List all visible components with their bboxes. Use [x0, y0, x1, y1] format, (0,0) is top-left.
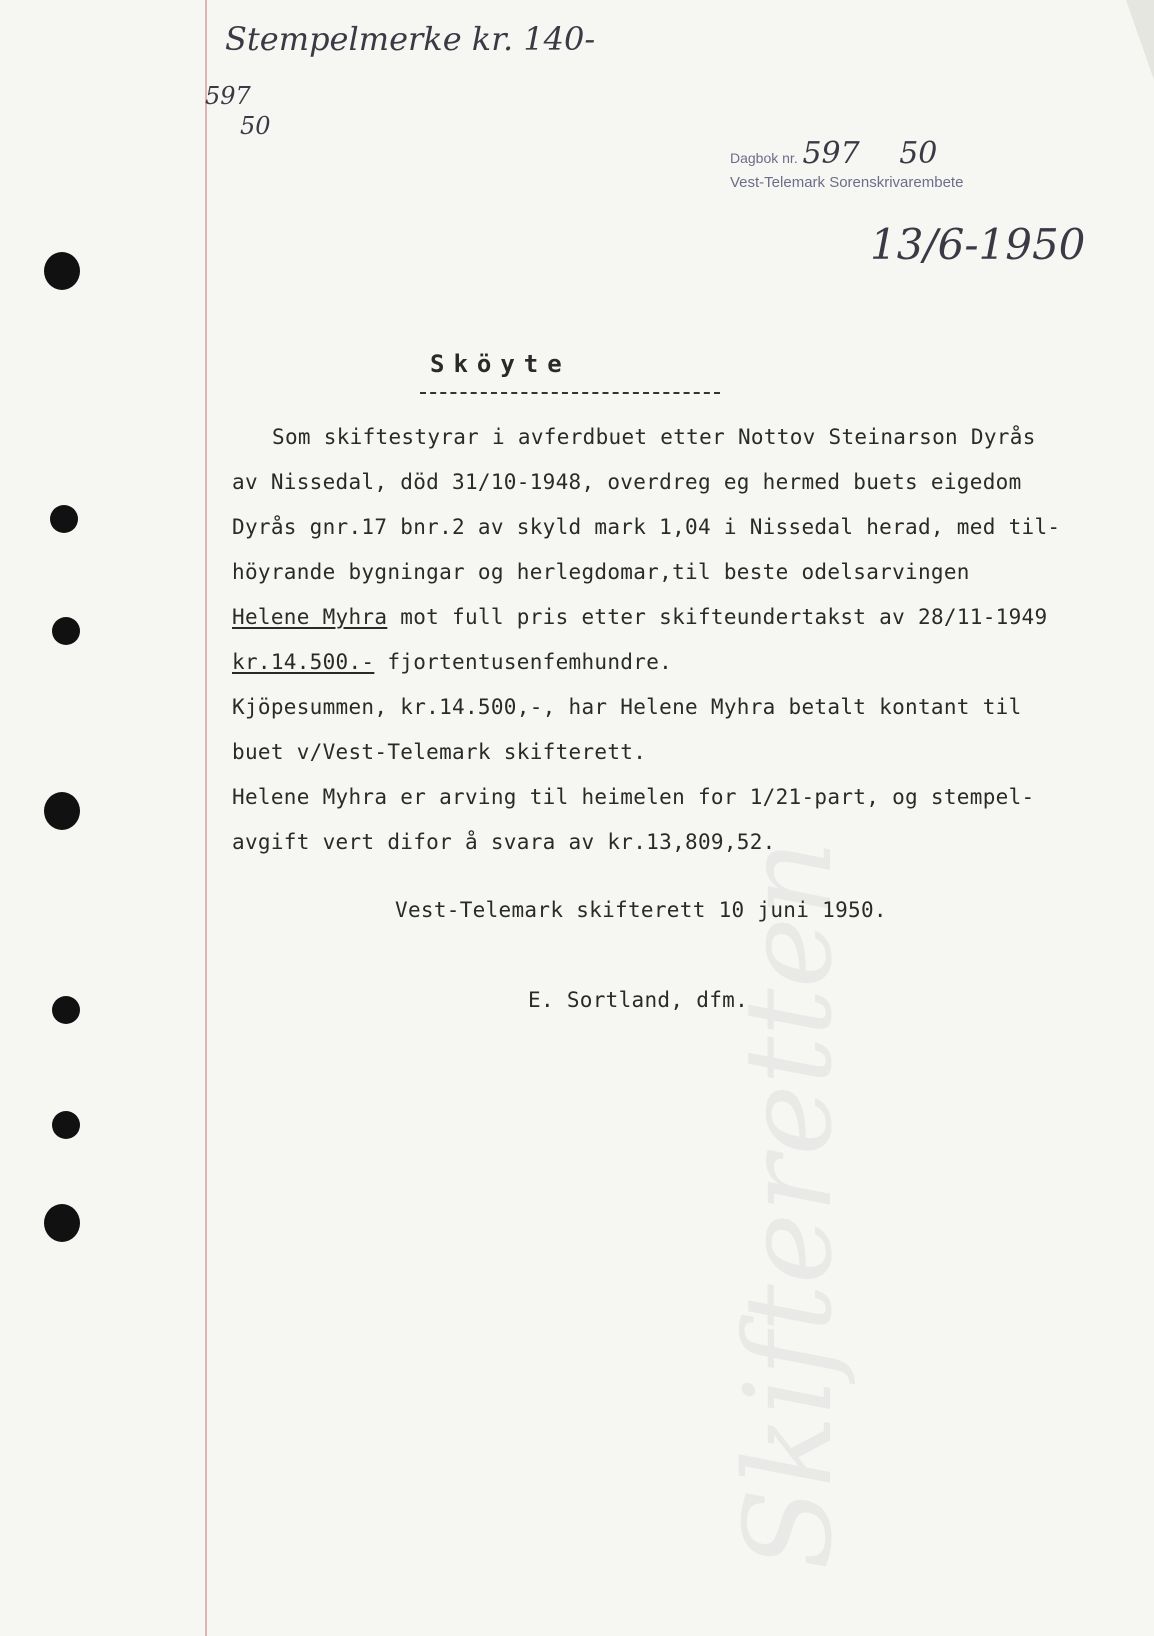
- registry-stamp: [730, 136, 964, 195]
- body-line-4: höyrande bygningar og herlegdomar,til beste odelsarvingen: [232, 560, 970, 584]
- body-line-5: [232, 605, 1047, 629]
- body-line-2: av Nissedal, död 31/10-1948, overdreg eg hermed buets eigedom: [232, 470, 1022, 494]
- punch-hole: [44, 1204, 80, 1242]
- page-fold: [1126, 0, 1154, 80]
- body-line-10: avgift vert difor å svara av kr.13,809,52.: [232, 830, 776, 854]
- punch-hole: [52, 996, 80, 1024]
- body-line-3: Dyrås gnr.17 bnr.2 av skyld mark 1,04 i Nissedal herad, med til-: [232, 515, 1061, 539]
- body-line-6-text: fjortentusenfemhundre.: [387, 650, 673, 674]
- stamp-number: 597: [802, 136, 860, 171]
- place-date: Vest-Telemark skifterett 10 juni 1950.: [395, 898, 887, 922]
- registration-date: 13/6-1950: [870, 220, 1086, 269]
- document-title: Sköyte: [430, 350, 571, 378]
- body-line-9: Helene Myhra er arving til heimelen for 1/21-part, og stempel-: [232, 785, 1035, 809]
- punch-hole: [44, 252, 80, 290]
- punch-hole: [52, 617, 80, 645]
- body-line-8: buet v/Vest-Telemark skifterett.: [232, 740, 647, 764]
- body-line-7: Kjöpesummen, kr.14.500,-, har Helene Myhra betalt kontant til: [232, 695, 1022, 719]
- case-number-top: 597: [205, 82, 251, 110]
- case-number-bottom: 50: [240, 112, 271, 140]
- stamp-year: 50: [899, 136, 938, 171]
- punch-hole: [44, 792, 80, 830]
- punch-hole: [50, 505, 78, 533]
- bleed-through: Skifteretten: [720, 839, 859, 1570]
- body-line-1: Som skiftestyrar i avferdbuet etter Nottov Steinarson Dyrås: [272, 425, 1036, 449]
- body-line-5-text: mot full pris etter skifteundertakst av 28/11-1949: [400, 605, 1048, 629]
- body-line-6: [232, 650, 672, 674]
- margin-line: [205, 0, 207, 1636]
- stamp-duty-note: Stempelmerke kr. 140-: [225, 20, 596, 58]
- stamp-label: Dagbok nr.: [730, 150, 798, 166]
- punch-hole: [52, 1111, 80, 1139]
- buyer-name: Helene Myhra: [232, 605, 388, 629]
- price-amount: kr.14.500.-: [232, 650, 375, 674]
- title-underline: [420, 392, 720, 394]
- stamp-office: Vest-Telemark Sorenskrivarembete: [730, 174, 964, 191]
- signature: E. Sortland, dfm.: [528, 988, 749, 1012]
